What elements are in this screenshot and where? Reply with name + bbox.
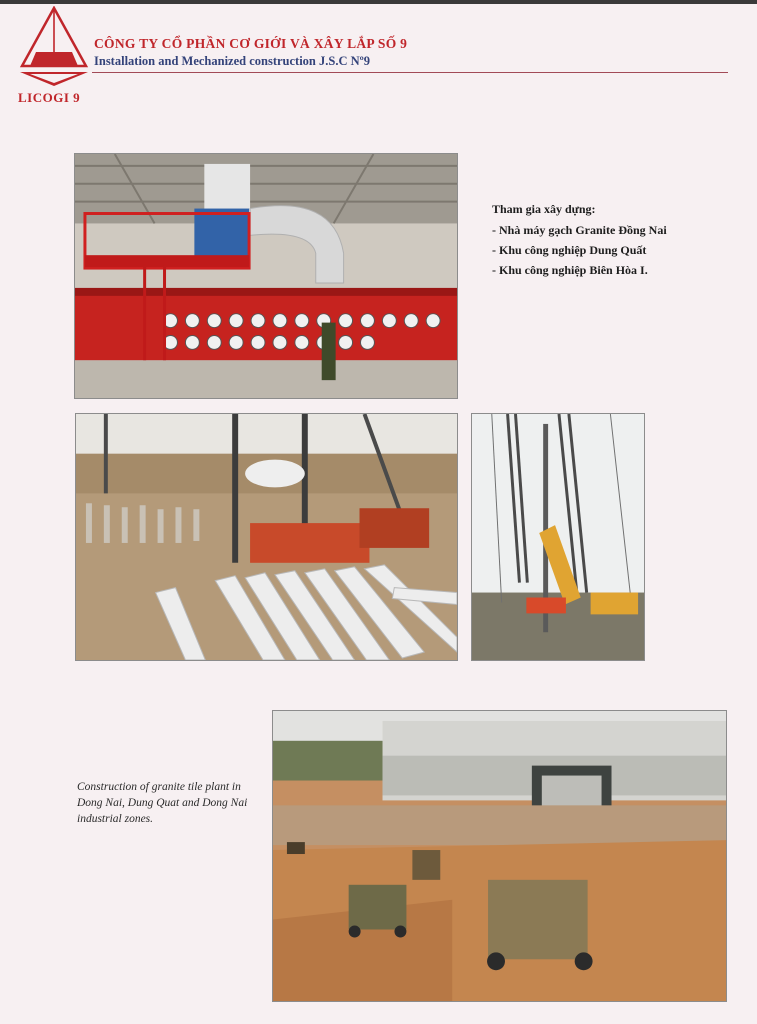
company-name-english: Installation and Mechanized construction J.S.C Nº9 <box>94 54 371 68</box>
company-logo <box>16 6 92 90</box>
top-edge <box>0 0 757 4</box>
granite-plant-site-photo <box>272 710 727 1002</box>
photo-caption: Construction of granite tile plant in Dong Nai, Dung Quat and Dong Nai industrial zones. <box>77 781 248 825</box>
header-divider <box>92 72 728 73</box>
brand-name: LICOGI 9 <box>18 90 81 105</box>
licogi-logo-icon <box>16 6 92 90</box>
projects-list <box>492 202 722 283</box>
company-name-vietnamese: CÔNG TY CỔ PHẦN CƠ GIỚI VÀ XÂY LẮP SỐ 9 <box>94 36 408 51</box>
project-item: - Khu công nghiệp Biên Hòa I. <box>492 263 648 277</box>
projects-heading: Tham gia xây dựng: <box>492 202 596 216</box>
cranes-photo <box>471 413 645 661</box>
project-item: - Nhà máy gạch Granite Đồng Nai <box>492 223 667 237</box>
project-item: - Khu công nghiệp Dung Quất <box>492 243 647 257</box>
piling-site-photo <box>75 413 458 661</box>
factory-kiln-photo <box>74 153 458 399</box>
